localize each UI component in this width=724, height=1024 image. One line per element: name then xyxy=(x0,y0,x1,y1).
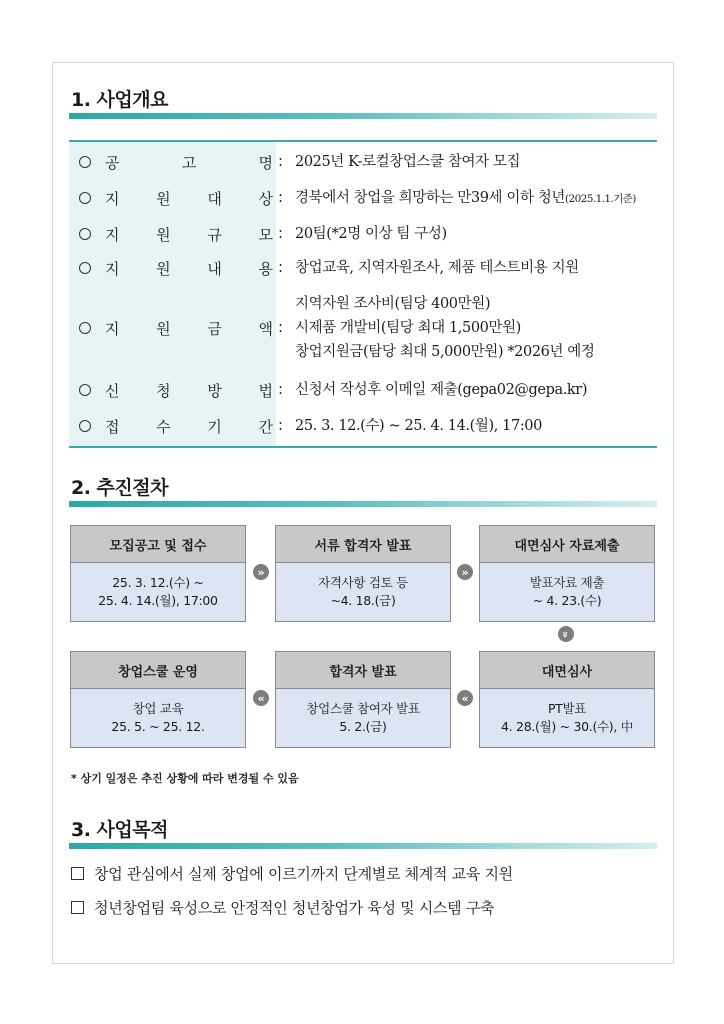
overview-label: 지 원 내 용 xyxy=(105,260,273,278)
overview-label: 접 수 기 간 xyxy=(105,418,273,436)
overview-label: 지 원 금 액 xyxy=(105,320,273,338)
overview-value: 2025년 K-로컬창업스쿨 참여자 모집 xyxy=(295,154,521,170)
overview-row-apply: 신 청 방 법 : 신청서 작성후 이메일 제출(gepa02@gepa.kr) xyxy=(69,378,657,402)
step-heading: 대면심사 자료제출 xyxy=(480,526,654,563)
step-heading: 모집공고 및 접수 xyxy=(71,526,245,563)
process-step-1 xyxy=(70,525,246,622)
overview-table xyxy=(69,140,657,448)
purpose-item: 창업 관심에서 실제 창업에 이르기까지 단계별로 체계적 교육 지원 xyxy=(71,863,513,884)
purpose-item: 청년창업팀 육성으로 안정적인 청년창업가 육성 및 시스템 구축 xyxy=(71,897,494,918)
double-chevron-down-icon: » xyxy=(558,626,574,642)
step-detail: 창업스쿨 참여자 발표 5. 2.(금) xyxy=(306,701,420,734)
process-step-3 xyxy=(479,525,655,622)
overview-value: 경북에서 창업을 희망하는 만39세 이하 청년(2025.1.1.기준) xyxy=(295,190,636,206)
overview-label: 신 청 방 법 xyxy=(105,382,273,400)
overview-row-target: 지 원 대 상 : 경북에서 창업을 희망하는 만39세 이하 청년(2025.1.1.기준) xyxy=(69,186,657,210)
process-step-5 xyxy=(275,651,451,748)
overview-label: 공 고 명 xyxy=(105,154,273,172)
overview-label: 지 원 대 상 xyxy=(105,190,273,208)
process-step-6 xyxy=(70,651,246,748)
overview-value: 신청서 작성후 이메일 제출(gepa02@gepa.kr) xyxy=(295,382,588,398)
overview-value: 창업교육, 지역자원조사, 제품 테스트비용 지원 xyxy=(295,260,579,276)
step-heading: 합격자 발표 xyxy=(276,652,450,689)
overview-row-content: 지 원 내 용 : 창업교육, 지역자원조사, 제품 테스트비용 지원 xyxy=(69,256,657,280)
document-page xyxy=(52,62,674,964)
circle-bullet-icon xyxy=(79,420,91,432)
double-chevron-left-icon: « xyxy=(253,690,269,706)
step-detail: 25. 3. 12.(수) ~ 25. 4. 14.(월), 17:00 xyxy=(98,575,218,608)
step-heading: 대면심사 xyxy=(480,652,654,689)
double-chevron-left-icon: « xyxy=(457,690,473,706)
overview-row-period: 접 수 기 간 : 25. 3. 12.(수) ~ 25. 4. 14.(월), 17:00 xyxy=(69,414,657,438)
overview-row-scale: 지 원 규 모 : 20팀(*2명 이상 팀 구성) xyxy=(69,222,657,246)
step-heading: 서류 합격자 발표 xyxy=(276,526,450,563)
circle-bullet-icon xyxy=(79,322,91,334)
overview-value: 지역자원 조사비(팀당 400만원) 시제품 개발비(팀당 최대 1,500만원) 창업지원금(탐당 최대 5,000만원) *2026년 예정 xyxy=(295,296,595,360)
section2-title-bar xyxy=(69,501,657,507)
circle-bullet-icon xyxy=(79,384,91,396)
checkbox-bullet-icon xyxy=(71,867,84,880)
double-chevron-right-icon: » xyxy=(253,564,269,580)
step-heading: 창업스쿨 운영 xyxy=(71,652,245,689)
circle-bullet-icon xyxy=(79,192,91,204)
overview-value: 20팀(*2명 이상 팀 구성) xyxy=(295,226,447,242)
section3-title: 3. 사업목적 xyxy=(71,819,168,841)
overview-value: 25. 3. 12.(수) ~ 25. 4. 14.(월), 17:00 xyxy=(295,418,542,434)
circle-bullet-icon xyxy=(79,262,91,274)
circle-bullet-icon xyxy=(79,228,91,240)
section1-title: 1. 사업개요 xyxy=(71,89,168,111)
base-date-note: (2025.1.1.기준) xyxy=(565,193,636,205)
process-step-4 xyxy=(479,651,655,748)
checkbox-bullet-icon xyxy=(71,901,84,914)
process-step-2 xyxy=(275,525,451,622)
schedule-note: * 상기 일정은 추진 상황에 따라 변경될 수 있음 xyxy=(71,772,299,785)
section3-title-bar xyxy=(69,843,657,849)
step-detail: 발표자료 제출 ~ 4. 23.(수) xyxy=(529,575,605,608)
overview-row-title: 공 고 명 : 2025년 K-로컬창업스쿨 참여자 모집 xyxy=(69,150,657,174)
step-detail: PT발표 4. 28.(월) ~ 30.(수), 中 xyxy=(501,701,633,734)
double-chevron-right-icon: » xyxy=(457,564,473,580)
section1-title-bar xyxy=(69,113,657,119)
section2-title: 2. 추진절차 xyxy=(71,477,168,499)
overview-row-amount: 지 원 금 액 : 지역자원 조사비(팀당 400만원) 시제품 개발비(팀당 최대 1,500만원) 창업지원금(탐당 최대 5,000만원) *2026년 예정 xyxy=(69,292,657,364)
step-detail: 창업 교육 25. 5. ~ 25. 12. xyxy=(111,701,205,734)
circle-bullet-icon xyxy=(79,156,91,168)
step-detail: 자격사항 검토 등 ~4. 18.(금) xyxy=(318,575,408,608)
overview-label: 지 원 규 모 xyxy=(105,226,273,244)
